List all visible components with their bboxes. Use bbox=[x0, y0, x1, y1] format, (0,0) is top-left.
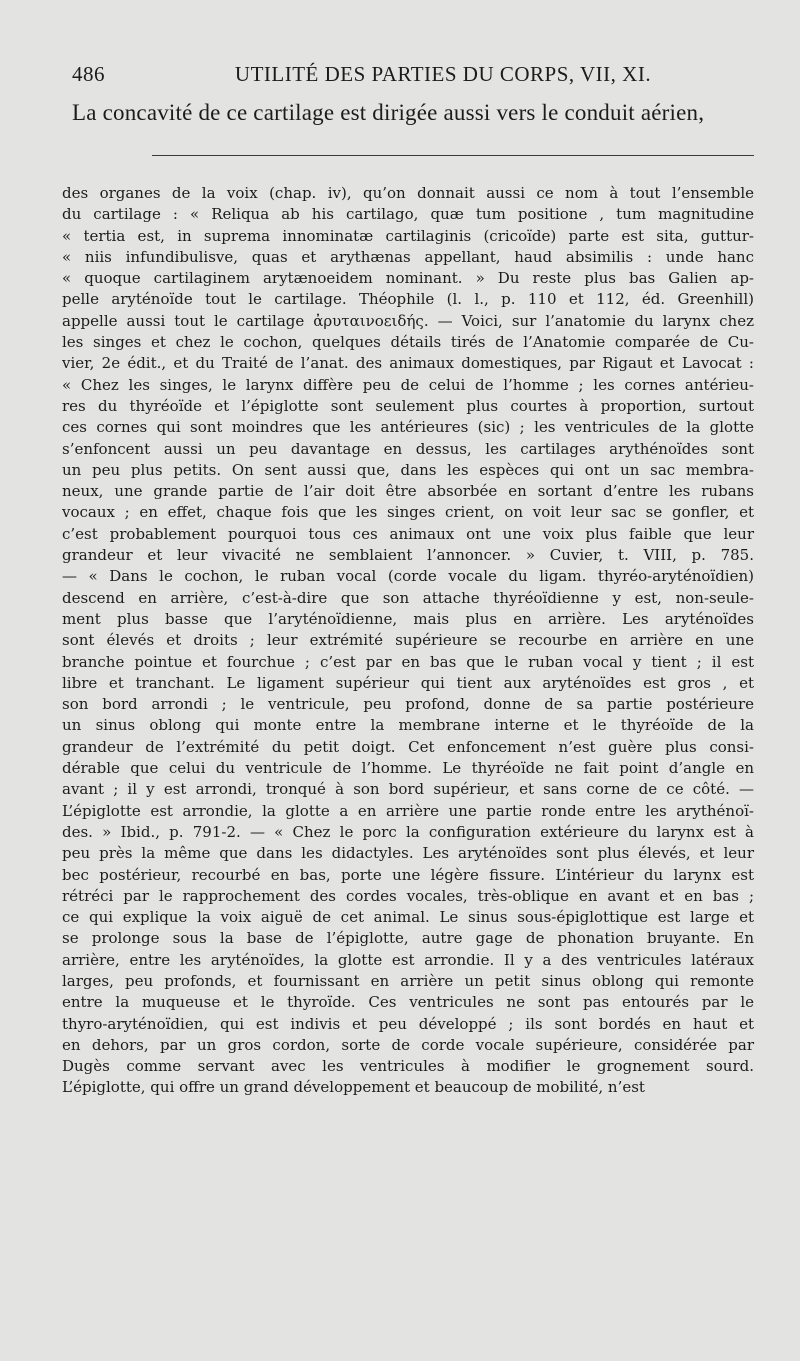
footnote-line: des. » Ibid., p. 791-2. — « Chez le porc la configuration extérieure du larynx est à bbox=[62, 822, 754, 841]
footnote-line: avant ; il y est arrondi, tronqué à son bord supérieur, et sans corne de ce côté. — bbox=[62, 780, 754, 799]
footnote-line: dérable que celui du ventricule de l’homme. Le thyréoïde ne fait point d’angle en bbox=[62, 759, 754, 778]
footnote-line: « niis infundibulisve, quas et arythænas appellant, haud absimilis : unde hanc bbox=[62, 247, 754, 266]
footnote-line: « Chez les singes, le larynx diffère peu de celui de l’homme ; les cornes antérieu- bbox=[62, 375, 754, 394]
footnote-line: rétréci par le rapprochement des cordes vocales, très-oblique en avant et en bas ; bbox=[62, 886, 754, 905]
footnote-line: vocaux ; en effet, chaque fois que les singes crient, on voit leur sac se gonfler, et bbox=[62, 503, 754, 522]
footnote-line: un sinus oblong qui monte entre la membrane interne et le thyréoïde de la bbox=[62, 716, 754, 735]
running-title: UTILITÉ DES PARTIES DU CORPS, VII, XI. bbox=[234, 62, 652, 86]
footnote-line: branche pointue et fourchue ; c’est par en bas que le ruban vocal y tient ; il est bbox=[62, 652, 754, 671]
footnote-line: grandeur de l’extrémité du petit doigt. Cet enfoncement n’est guère plus consi- bbox=[62, 737, 754, 756]
footnote-line: ment plus basse que l’aryténoïdienne, mais plus en arrière. Les aryténoïdes bbox=[62, 609, 754, 628]
footnote-line: grandeur et leur vivacité ne semblaient l’annoncer. » Cuvier, t. VIII, p. 785. bbox=[62, 546, 754, 565]
footnote-line: res du thyréoïde et l’épiglotte sont seulement plus courtes à proportion, surtout bbox=[62, 396, 754, 415]
footnote-line: peu près la même que dans les didactyles. Les aryténoïdes sont plus élevés, et leur bbox=[62, 844, 754, 863]
footnote-line: bec postérieur, recourbé en bas, porte une légère fissure. L’intérieur du larynx est bbox=[62, 865, 754, 884]
footnote-line: arrière, entre les aryténoïdes, la glotte est arrondie. Il y a des ventricules latéraux bbox=[62, 950, 754, 969]
footnote-separator-rule bbox=[152, 155, 754, 156]
footnote-line: Dugès comme servant avec les ventricules à modifier le grognement sourd. bbox=[62, 1057, 754, 1076]
footnote-line: s’enfoncent aussi un peu davantage en dessus, les cartilages arythénoïdes sont bbox=[62, 439, 754, 458]
footnote-line: neux, une grande partie de l’air doit être absorbée en sortant d’entre les rubans bbox=[62, 482, 754, 501]
page-header bbox=[72, 62, 744, 87]
footnote-line: sont élevés et droits ; leur extrémité supérieure se recourbe en arrière en une bbox=[62, 631, 754, 650]
footnote-line: un peu plus petits. On sent aussi que, dans les espèces qui ont un sac membra- bbox=[62, 460, 754, 479]
footnote-line: du cartilage : « Reliqua ab his cartilago, quæ tum positione , tum magnitudine bbox=[62, 205, 754, 224]
footnote-line: L’épiglotte est arrondie, la glotte a en arrière une partie ronde entre les arythénoï- bbox=[62, 801, 754, 820]
footnote-line: descend en arrière, c’est-à-dire que son attache thyréoïdienne y est, non-seule- bbox=[62, 588, 754, 607]
footnote-line: son bord arrondi ; le ventricule, peu profond, donne de sa partie postérieure bbox=[62, 695, 754, 714]
footnote-line: thyro-aryténoïdien, qui est indivis et peu développé ; ils sont bordés en haut et bbox=[62, 1014, 754, 1033]
footnote-line: larges, peu profonds, et fournissant en arrière un petit sinus oblong qui remonte bbox=[62, 971, 754, 990]
footnote-line: se prolonge sous la base de l’épiglotte, autre gage de phonation bruyante. En bbox=[62, 929, 754, 948]
footnote-line: pelle aryténoïde tout le cartilage. Théophile (l. l., p. 110 et 112, éd. Greenhill) bbox=[62, 290, 754, 309]
page-number: 486 bbox=[72, 62, 105, 86]
footnote-line: c’est probablement pourquoi tous ces animaux ont une voix plus faible que leur bbox=[62, 524, 754, 543]
footnote-line: en dehors, par un gros cordon, sorte de corde vocale supérieure, considérée par bbox=[62, 1035, 754, 1054]
footnote-line: les singes et chez le cochon, quelques détails tirés de l’Anatomie comparée de Cu- bbox=[62, 333, 754, 352]
footnote-line: ce qui explique la voix aiguë de cet animal. Le sinus sous-épiglottique est large et bbox=[62, 908, 754, 927]
footnote-block bbox=[62, 183, 754, 1099]
footnote-line: « quoque cartilaginem arytænoeidem nominant. » Du reste plus bas Galien ap- bbox=[62, 269, 754, 288]
footnote-line: L’épiglotte, qui offre un grand développement et beaucoup de mobilité, n’est bbox=[62, 1078, 645, 1097]
footnote-line: appelle aussi tout le cartilage ἀρυταινοειδής. — Voici, sur l’anatomie du larynx chez bbox=[62, 311, 754, 330]
footnote-line: — « Dans le cochon, le ruban vocal (corde vocale du ligam. thyréo-aryténoïdien) bbox=[62, 567, 754, 586]
footnote-line: « tertia est, in suprema innominatæ cartilaginis (cricoïde) parte est sita, guttur- bbox=[62, 226, 754, 245]
footnote-line: vier, 2e édit., et du Traité de l’anat. des animaux domestiques, par Rigaut et Lavocat : bbox=[62, 354, 754, 373]
footnote-line: ces cornes qui sont moindres que les antérieures (sic) ; les ventricules de la glotte bbox=[62, 418, 754, 437]
footnote-line: libre et tranchant. Le ligament supérieur qui tient aux aryténoïdes est gros , et bbox=[62, 673, 754, 692]
footnote-line: entre la muqueuse et le thyroïde. Ces ventricules ne sont pas entourés par le bbox=[62, 993, 754, 1012]
main-text-line: La concavité de ce cartilage est dirigée aussi vers le conduit aérien, bbox=[72, 100, 705, 125]
footnote-line: des organes de la voix (chap. iv), qu’on donnait aussi ce nom à tout l’ensemble bbox=[62, 184, 754, 202]
